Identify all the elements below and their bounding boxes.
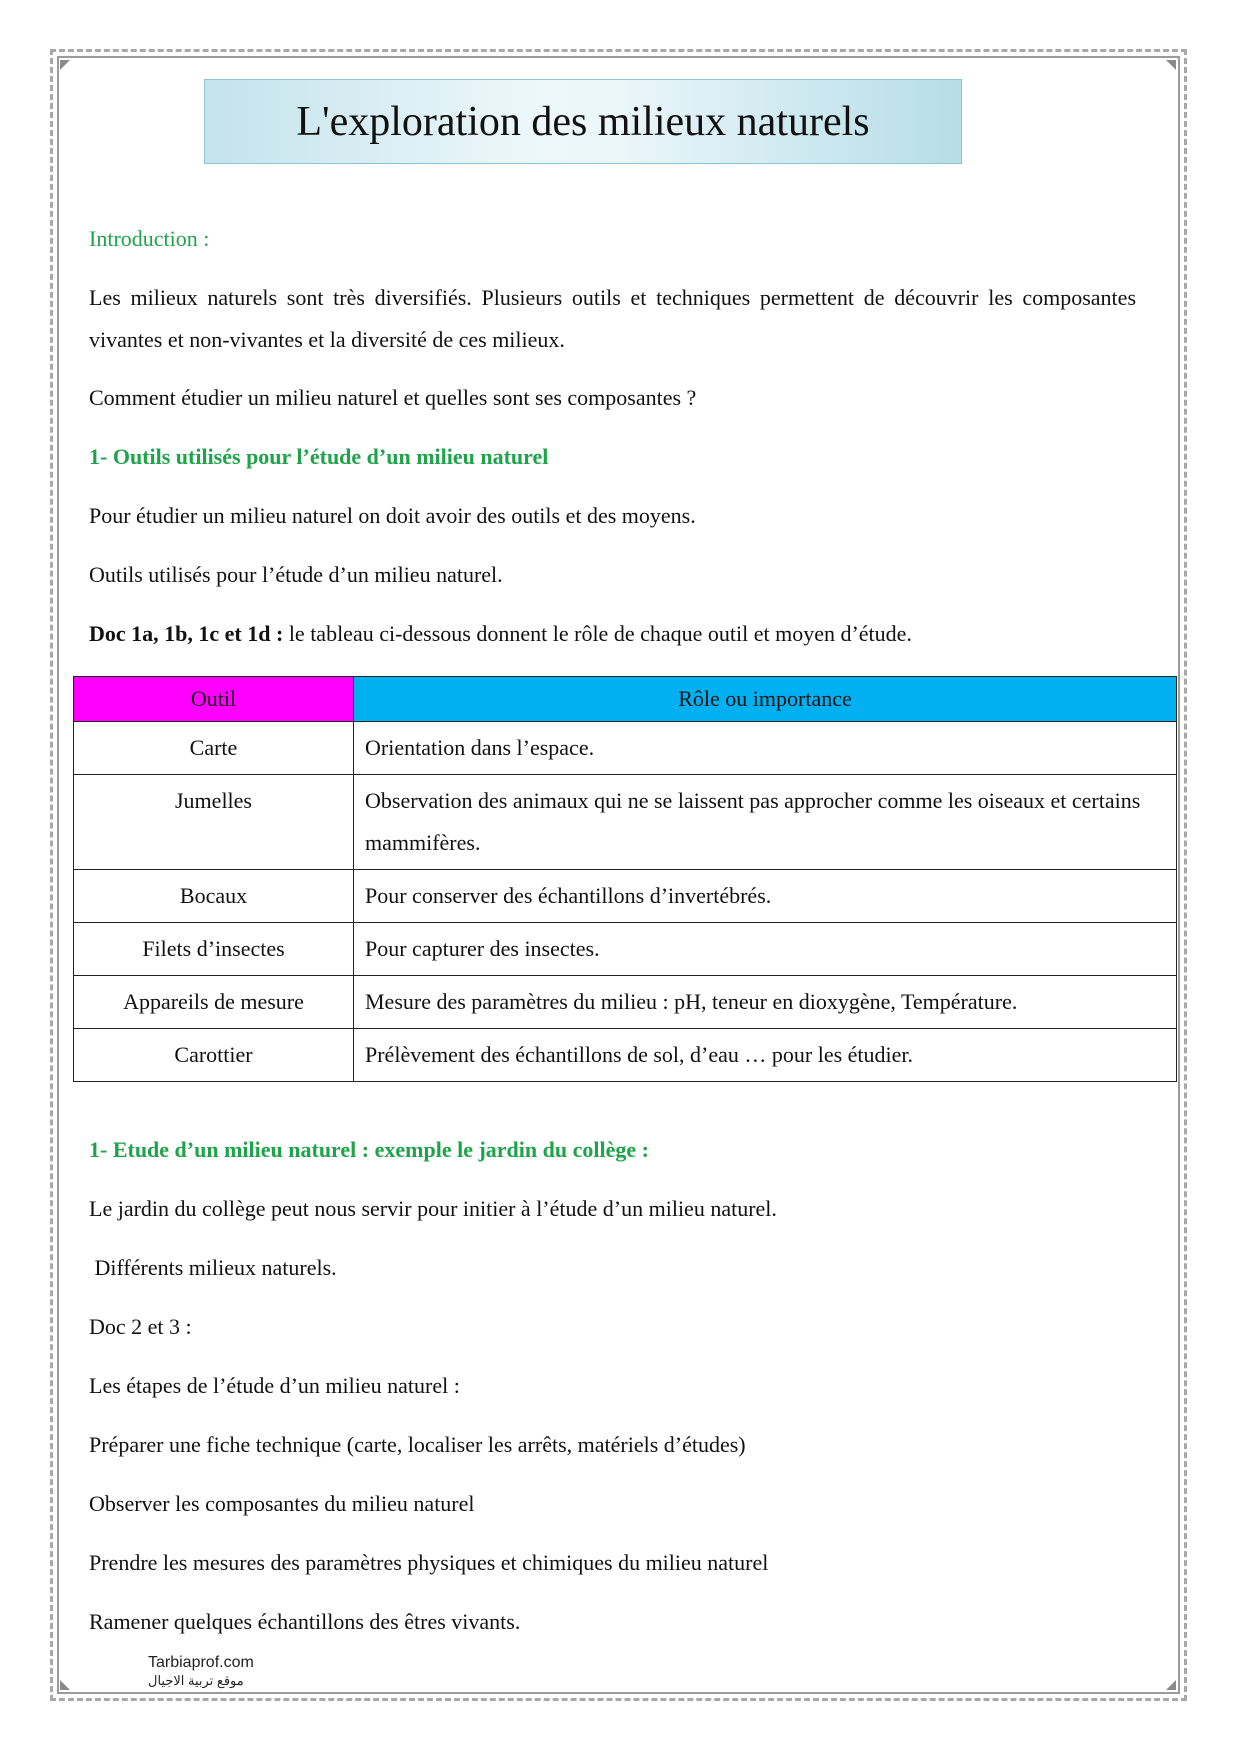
table-row bbox=[74, 1029, 1177, 1082]
table-row bbox=[74, 976, 1177, 1029]
cell-tool: Filets d’insectes bbox=[74, 923, 354, 976]
section2-line: Les étapes de l’étude d’un milieu naturel : bbox=[89, 1373, 460, 1398]
doc-caption-label: Doc 1a, 1b, 1c et 1d : bbox=[89, 621, 284, 646]
corner-ornament-top-right bbox=[1166, 60, 1176, 70]
section2-line: Observer les composantes du milieu naturel bbox=[89, 1491, 475, 1516]
section2-line: Ramener quelques échantillons des êtres vivants. bbox=[89, 1609, 521, 1634]
intro-question: Comment étudier un milieu naturel et quelles sont ses composantes ? bbox=[89, 385, 697, 410]
section2-line: Prendre les mesures des paramètres physiques et chimiques du milieu naturel bbox=[89, 1550, 769, 1575]
page-title: L'exploration des milieux naturels bbox=[296, 98, 870, 145]
cell-role: Observation des animaux qui ne se laissent pas approcher comme les oiseaux et certains mammifères. bbox=[354, 775, 1177, 870]
cell-role: Orientation dans l’espace. bbox=[354, 722, 1177, 775]
doc-caption bbox=[89, 613, 1136, 655]
cell-role: Mesure des paramètres du milieu : pH, teneur en dioxygène, Température. bbox=[354, 976, 1177, 1029]
section2-heading: 1- Etude d’un milieu naturel : exemple le jardin du collège : bbox=[89, 1137, 649, 1162]
cell-role: Prélèvement des échantillons de sol, d’eau … pour les étudier. bbox=[354, 1029, 1177, 1082]
cell-tool: Bocaux bbox=[74, 870, 354, 923]
table-row bbox=[74, 775, 1177, 870]
section1-line1: Pour étudier un milieu naturel on doit avoir des outils et des moyens. bbox=[89, 503, 696, 528]
corner-ornament-bottom-left bbox=[60, 1680, 70, 1690]
intro-heading: Introduction : bbox=[89, 226, 210, 251]
cell-tool: Carte bbox=[74, 722, 354, 775]
intro-paragraph: Les milieux naturels sont très diversifiés. Plusieurs outils et techniques permettent de découvrir les composantes vivantes et non-vivantes et la diversité de ces milieux. bbox=[89, 285, 1136, 352]
table-row bbox=[74, 722, 1177, 775]
table-header-row bbox=[74, 677, 1177, 722]
section1-heading: 1- Outils utilisés pour l’étude d’un milieu naturel bbox=[89, 444, 549, 469]
table-row bbox=[74, 923, 1177, 976]
cell-role: Pour capturer des insectes. bbox=[354, 923, 1177, 976]
table-row bbox=[74, 870, 1177, 923]
cell-role: Pour conserver des échantillons d’invertébrés. bbox=[354, 870, 1177, 923]
tools-table bbox=[73, 676, 1177, 1082]
section2-line: Préparer une fiche technique (carte, localiser les arrêts, matériels d’études) bbox=[89, 1432, 746, 1457]
title-banner bbox=[204, 79, 962, 164]
corner-ornament-bottom-right bbox=[1166, 1680, 1176, 1690]
footer-site: Tarbiaprof.com bbox=[148, 1654, 254, 1671]
footer-arabic: موقع تربية الاجيال bbox=[148, 1673, 244, 1688]
section1-line2: Outils utilisés pour l’étude d’un milieu naturel. bbox=[89, 562, 503, 587]
corner-ornament-top-left bbox=[60, 60, 70, 70]
header-tool: Outil bbox=[74, 677, 354, 722]
section2-line: Le jardin du collège peut nous servir pour initier à l’étude d’un milieu naturel. bbox=[89, 1196, 777, 1221]
cell-tool: Jumelles bbox=[74, 775, 354, 870]
doc-caption-text: le tableau ci-dessous donnent le rôle de chaque outil et moyen d’étude. bbox=[283, 621, 912, 646]
section2-line: Doc 2 et 3 : bbox=[89, 1314, 192, 1339]
cell-tool: Appareils de mesure bbox=[74, 976, 354, 1029]
footer bbox=[148, 1654, 254, 1690]
section2-line: Différents milieux naturels. bbox=[89, 1255, 337, 1280]
cell-tool: Carottier bbox=[74, 1029, 354, 1082]
header-role: Rôle ou importance bbox=[354, 677, 1177, 722]
